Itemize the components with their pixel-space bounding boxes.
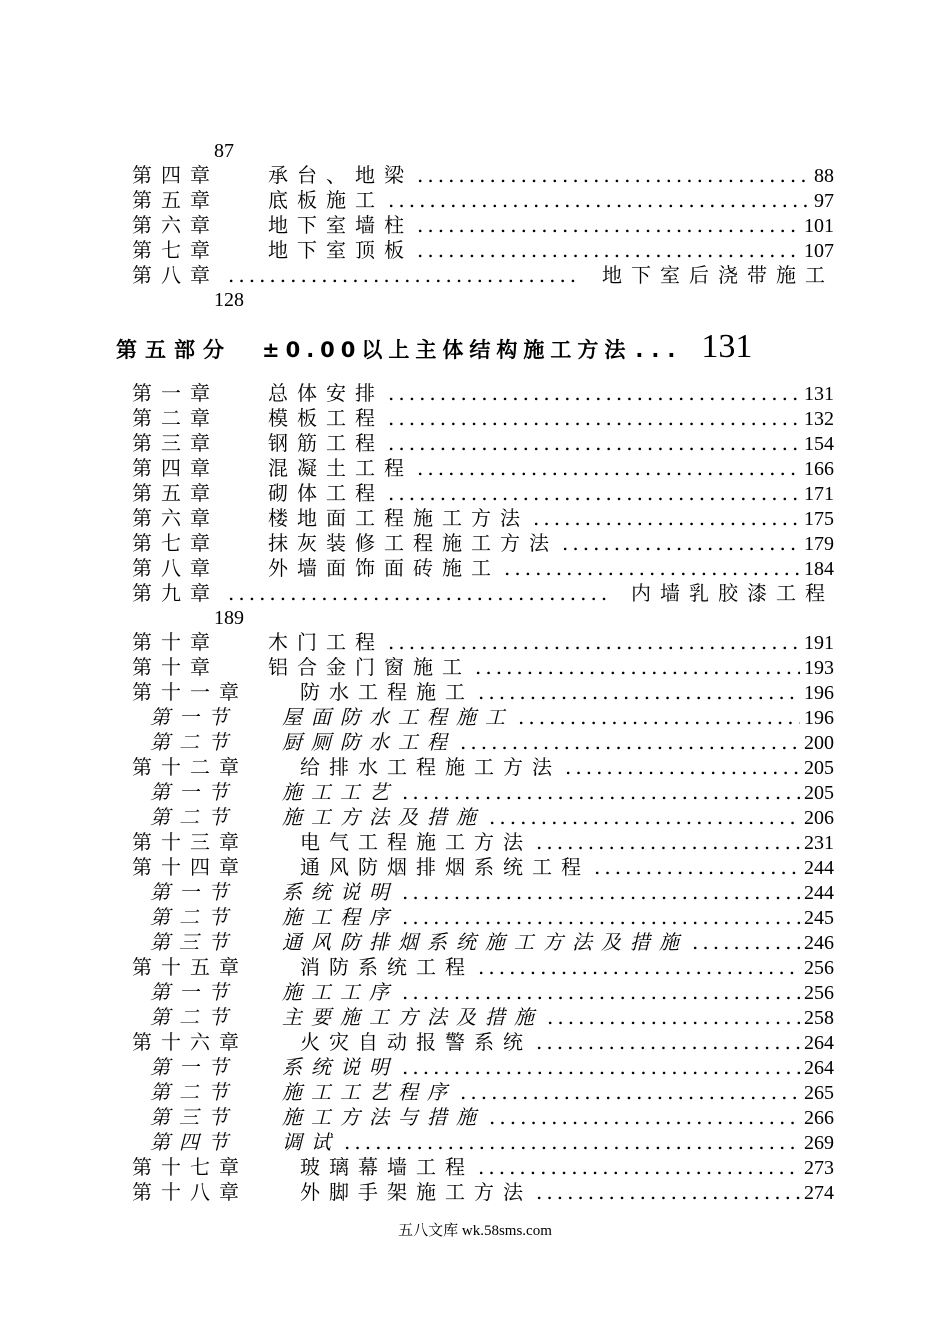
toc-entry-label: 第二节	[150, 1080, 237, 1104]
toc-entry-label: 第八章	[132, 263, 219, 287]
toc-entry-page: 193	[804, 657, 834, 679]
leader-dots	[417, 456, 800, 481]
toc-entry-title: 楼地面工程施工方法	[268, 506, 529, 530]
leader-dots	[417, 238, 800, 263]
leader-dots	[344, 1130, 800, 1155]
toc-entry-title: 施工工艺	[282, 780, 398, 804]
part-heading[interactable]	[116, 328, 826, 368]
toc-entry-label: 第五章	[132, 188, 219, 212]
toc-entry-label: 第三节	[150, 1105, 237, 1129]
toc-section-entry[interactable]	[150, 1105, 834, 1130]
toc-entry-page: 179	[804, 533, 834, 555]
toc-entry[interactable]	[132, 855, 834, 880]
toc-section-entry[interactable]	[150, 930, 834, 955]
leader-dots	[518, 705, 800, 730]
toc-entry[interactable]	[132, 1180, 834, 1205]
leader-dots	[536, 1180, 800, 1205]
toc-section-entry[interactable]	[150, 1055, 834, 1080]
toc-entry[interactable]	[132, 481, 834, 506]
toc-entry-page: 128	[214, 289, 244, 311]
toc-entry-label: 第十章	[132, 630, 219, 654]
toc-entry-label: 第八章	[132, 556, 219, 580]
toc-entry-page: 264	[804, 1057, 834, 1079]
toc-entry-title: 底板施工	[268, 188, 384, 212]
leader-dots	[388, 431, 800, 456]
toc-entry-label: 第七章	[132, 531, 219, 555]
toc-entry-label: 第七章	[132, 238, 219, 262]
leader-dots	[402, 905, 800, 930]
leader-dots	[489, 805, 800, 830]
toc-entry-page: 205	[804, 757, 834, 779]
toc-entry-label: 第九章	[132, 581, 219, 605]
toc-entry-title: 外墙面饰面砖施工	[268, 556, 500, 580]
toc-entry-label: 第二章	[132, 406, 219, 430]
toc-entry-label: 第六章	[132, 213, 219, 237]
toc-entry-label: 第三节	[150, 930, 237, 954]
leader-dots	[565, 755, 800, 780]
toc-entry-page: 246	[804, 932, 834, 954]
leader-dots	[402, 1055, 800, 1080]
toc-entry[interactable]	[132, 830, 834, 855]
toc-entry-title: 屋面防水工程施工	[282, 705, 514, 729]
toc-entry-page: 154	[804, 433, 834, 455]
toc-entry-label: 第一节	[150, 980, 237, 1004]
leader-dots	[460, 730, 800, 755]
toc-section-entry[interactable]	[150, 1005, 834, 1030]
toc-entry[interactable]	[132, 406, 834, 431]
toc-entry-page: 175	[804, 508, 834, 530]
toc-entry[interactable]	[132, 630, 834, 655]
leader-dots	[402, 880, 800, 905]
toc-entry-label: 第十五章	[132, 955, 248, 979]
continued-page-number: 87	[214, 140, 234, 162]
toc-entry-page: 244	[804, 882, 834, 904]
leader-dots	[536, 1030, 800, 1055]
toc-entry-page: 191	[804, 632, 834, 654]
toc-entry-wrapped[interactable]	[132, 263, 834, 288]
toc-entry-page: 265	[804, 1082, 834, 1104]
toc-entry-page: 273	[804, 1157, 834, 1179]
toc-entry-label: 第十三章	[132, 830, 248, 854]
toc-entry-title: 施工方法及措施	[282, 805, 485, 829]
toc-entry[interactable]	[132, 556, 834, 581]
toc-entry-label: 第二节	[150, 905, 237, 929]
toc-entry-title: 施工工序	[282, 980, 398, 1004]
toc-entry-title: 施工工艺程序	[282, 1080, 456, 1104]
toc-section-entry[interactable]	[150, 805, 834, 830]
leader-dots	[562, 531, 800, 556]
toc-entry-title: 地下室顶板	[268, 238, 413, 262]
toc-entry-label: 第一节	[150, 705, 237, 729]
toc-entry-title: 承台、地梁	[268, 163, 413, 187]
toc-entry-page: 131	[804, 383, 834, 405]
toc-entry-page: 205	[804, 782, 834, 804]
toc-entry-title: 铝合金门窗施工	[268, 655, 471, 679]
toc-entry[interactable]	[132, 381, 834, 406]
toc-entry-title: 系统说明	[282, 1055, 398, 1079]
leader-dots	[388, 188, 810, 213]
toc-entry-title: 地下室墙柱	[268, 213, 413, 237]
toc-entry-title: 给排水工程施工方法	[300, 755, 561, 779]
leader-dots	[594, 855, 800, 880]
toc-entry-label: 第十章	[132, 655, 219, 679]
toc-entry-label: 第十六章	[132, 1030, 248, 1054]
leader-dots	[388, 630, 800, 655]
toc-entry-page: 274	[804, 1182, 834, 1204]
toc-entry-label: 第四节	[150, 1130, 237, 1154]
toc-entry-title: 外脚手架施工方法	[300, 1180, 532, 1204]
toc-entry-label: 第一节	[150, 880, 237, 904]
leader-dots	[460, 1080, 800, 1105]
toc-entry-label: 第四章	[132, 163, 219, 187]
toc-entry[interactable]	[132, 531, 834, 556]
part-label: 第五部分	[116, 338, 232, 362]
toc-entry[interactable]	[132, 755, 834, 780]
toc-entry-title: 抹灰装修工程施工方法	[268, 531, 558, 555]
toc-entry-title: 施工程序	[282, 905, 398, 929]
toc-entry-label: 第五章	[132, 481, 219, 505]
toc-entry-page: 231	[804, 832, 834, 854]
leader-dots	[536, 830, 800, 855]
toc-entry[interactable]	[132, 213, 834, 238]
toc-entry-title: 模板工程	[268, 406, 384, 430]
toc-entry[interactable]	[132, 456, 834, 481]
toc-entry-label: 第一节	[150, 780, 237, 804]
toc-entry-title: 施工方法与措施	[282, 1105, 485, 1129]
leader-dots	[417, 213, 800, 238]
toc-entry-page: 196	[804, 707, 834, 729]
leader-dots	[417, 163, 810, 188]
toc-entry[interactable]	[132, 238, 834, 263]
toc-entry-wrapped[interactable]	[132, 581, 834, 606]
toc-entry-title: 防水工程施工	[300, 680, 474, 704]
toc-section-entry[interactable]	[150, 730, 834, 755]
toc-entry-label: 第一节	[150, 1055, 237, 1079]
leader-dots	[547, 1005, 800, 1030]
toc-entry-page: 189	[214, 607, 244, 629]
leader-dots	[388, 481, 800, 506]
leader-dots	[402, 780, 800, 805]
footer-watermark: 五八文库 wk.58sms.com	[398, 1223, 552, 1239]
leader-dots	[388, 381, 800, 406]
toc-section-entry[interactable]	[150, 780, 834, 805]
leader-dots	[478, 955, 800, 980]
toc-section-entry[interactable]	[150, 1130, 834, 1155]
leader-dots	[504, 556, 800, 581]
toc-entry-page: 264	[804, 1032, 834, 1054]
toc-entry-page: 245	[804, 907, 834, 929]
toc-entry-title: 主要施工方法及措施	[282, 1005, 543, 1029]
toc-section-entry[interactable]	[150, 905, 834, 930]
toc-entry-label: 第十七章	[132, 1155, 248, 1179]
toc-entry-title: 调试	[282, 1130, 340, 1154]
toc-entry-page: 206	[804, 807, 834, 829]
toc-entry-label: 第十二章	[132, 755, 248, 779]
toc-entry-page: 171	[804, 483, 834, 505]
toc-section-entry[interactable]	[150, 705, 834, 730]
toc-entry-page: 132	[804, 408, 834, 430]
toc-entry[interactable]	[132, 680, 834, 705]
toc-section-entry[interactable]	[150, 980, 834, 1005]
toc-section-entry[interactable]	[150, 880, 834, 905]
part-page: 131	[701, 328, 753, 365]
toc-entry-page: 200	[804, 732, 834, 754]
toc-entry[interactable]	[132, 655, 834, 680]
toc-entry-page: 258	[804, 1007, 834, 1029]
toc-entry-title: 钢筋工程	[268, 431, 384, 455]
leader-dots	[489, 1105, 800, 1130]
toc-entry-title: 电气工程施工方法	[300, 830, 532, 854]
toc-entry-page: 101	[804, 215, 834, 237]
toc-entry-title: 通风防烟排烟系统工程	[300, 855, 590, 879]
toc-entry-title: 总体安排	[268, 381, 384, 405]
toc-entry[interactable]	[132, 1155, 834, 1180]
toc-entry[interactable]	[132, 188, 834, 213]
toc-entry-page: 266	[804, 1107, 834, 1129]
toc-entry-title: 内墙乳胶漆工程	[631, 581, 834, 605]
toc-entry[interactable]	[132, 955, 834, 980]
toc-entry-title: 砌体工程	[268, 481, 384, 505]
toc-entry-page: 269	[804, 1132, 834, 1154]
toc-entry-page: 256	[804, 957, 834, 979]
toc-entry-label: 第三章	[132, 431, 219, 455]
toc-entry-label: 第一章	[132, 381, 219, 405]
toc-entry-title: 地下室后浇带施工	[602, 263, 834, 287]
leader-dots	[388, 406, 800, 431]
leader-dots	[533, 506, 800, 531]
toc-entry-label: 第二节	[150, 1005, 237, 1029]
toc-entry[interactable]	[132, 163, 834, 188]
part-title: ±0.00以上主体结构施工方法	[262, 338, 632, 362]
toc-entry-title: 消防系统工程	[300, 955, 474, 979]
toc-entry-page: 166	[804, 458, 834, 480]
leader-dots	[478, 1155, 800, 1180]
toc-entry-title: 火灾自动报警系统	[300, 1030, 532, 1054]
toc-entry[interactable]	[132, 431, 834, 456]
leader-dots	[475, 655, 800, 680]
leader-dots	[478, 680, 800, 705]
toc-entry-page: 107	[804, 240, 834, 262]
leader-dots	[692, 930, 800, 955]
part-dots: ...	[635, 338, 684, 362]
toc-entry-label: 第十一章	[132, 680, 248, 704]
toc-entry-label: 第十四章	[132, 855, 248, 879]
toc-entry-title: 厨厕防水工程	[282, 730, 456, 754]
toc-entry-title: 通风防排烟系统施工方法及措施	[282, 930, 688, 954]
toc-entry-label: 第六章	[132, 506, 219, 530]
toc-entry-label: 第二节	[150, 805, 237, 829]
toc-entry-page: 196	[804, 682, 834, 704]
toc-entry-page: 97	[814, 190, 834, 212]
toc-entry-title: 系统说明	[282, 880, 398, 904]
toc-entry-label: 第二节	[150, 730, 237, 754]
toc-entry-title: 木门工程	[268, 630, 384, 654]
toc-entry[interactable]	[132, 506, 834, 531]
leader-dots	[402, 980, 800, 1005]
toc-entry-label: 第十八章	[132, 1180, 248, 1204]
toc-entry-label: 第四章	[132, 456, 219, 480]
leader-dots	[228, 581, 611, 606]
toc-entry[interactable]	[132, 1030, 834, 1055]
toc-entry-title: 玻璃幕墙工程	[300, 1155, 474, 1179]
toc-entry-title: 混凝土工程	[268, 456, 413, 480]
toc-entry-page: 256	[804, 982, 834, 1004]
toc-entry-page: 244	[804, 857, 834, 879]
toc-section-entry[interactable]	[150, 1080, 834, 1105]
toc-entry-page: 184	[804, 558, 834, 580]
toc-entry-page: 88	[814, 165, 834, 187]
leader-dots	[228, 263, 582, 288]
